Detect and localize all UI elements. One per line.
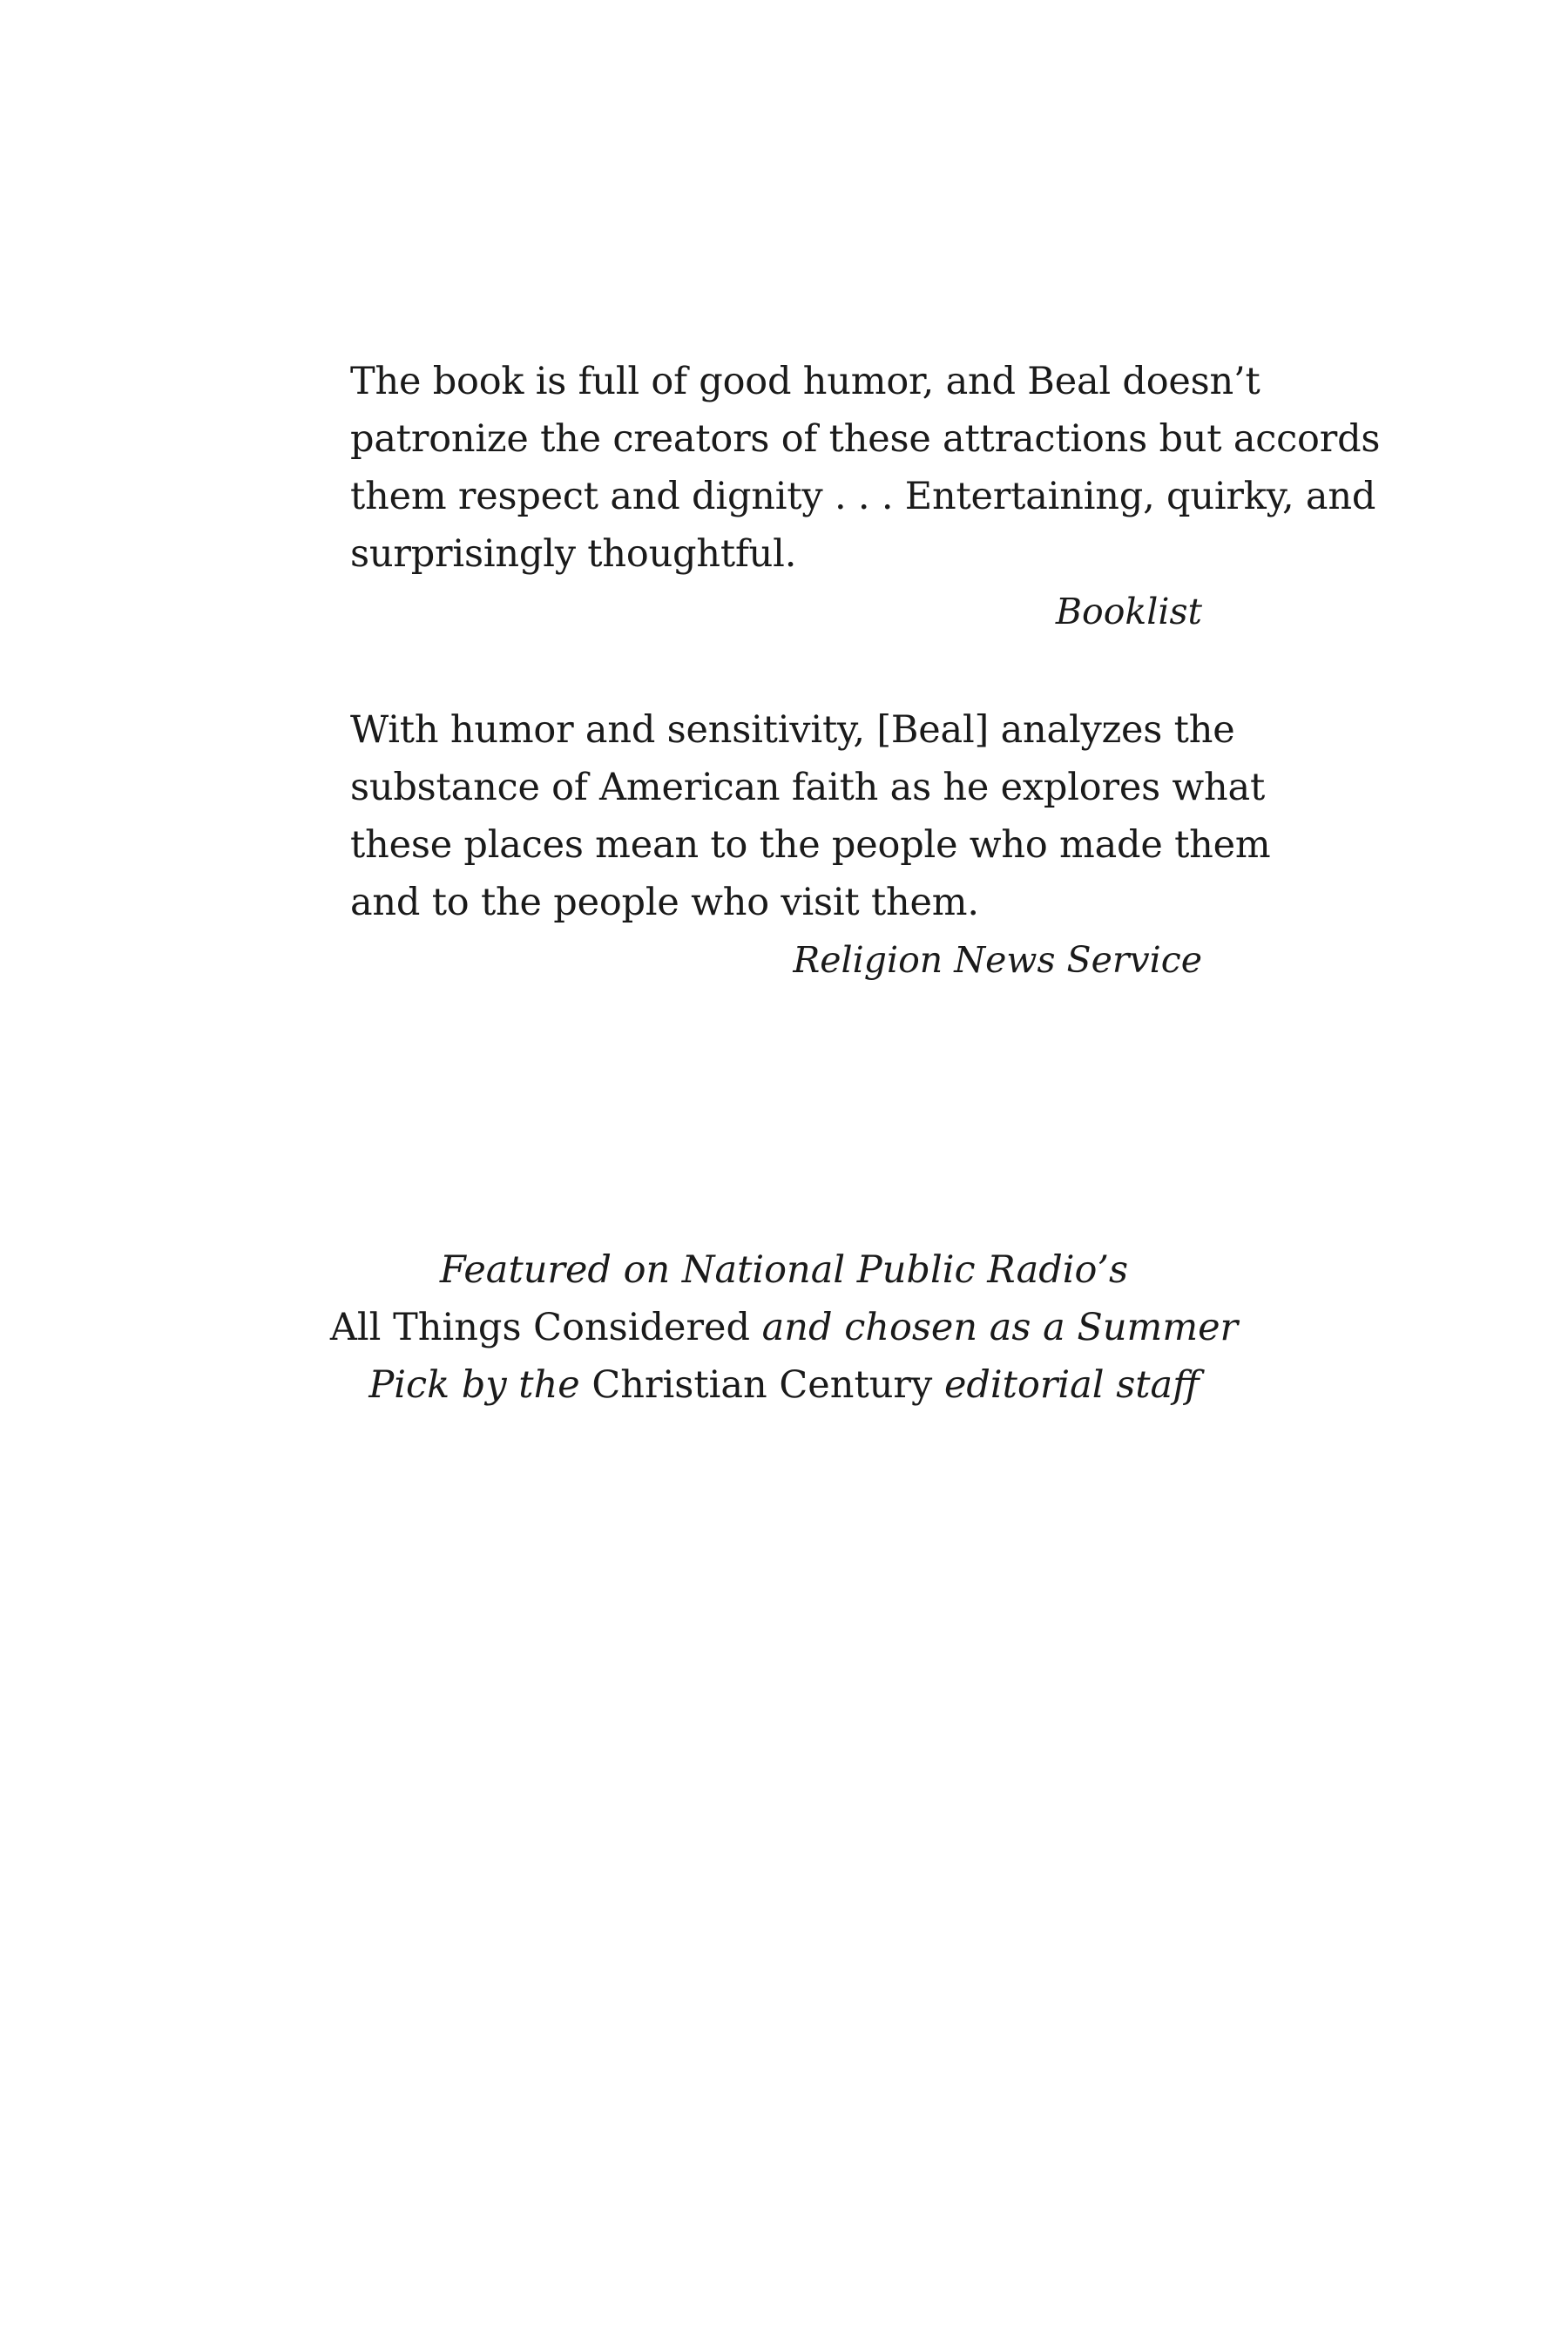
quote-line: them respect and dignity . . . Entertaining, quirky, and bbox=[350, 475, 1376, 518]
feature-line-3 bbox=[261, 1356, 1307, 1414]
feature-text: Pick by the bbox=[368, 1363, 592, 1407]
quote-line: With humor and sensitivity, [Beal] analyzes the bbox=[350, 708, 1235, 752]
quote-line: patronize the creators of these attractions but accords bbox=[350, 417, 1381, 461]
feature-text: editorial staff bbox=[932, 1363, 1200, 1407]
feature-text: and chosen as a Summer bbox=[750, 1306, 1239, 1349]
quote-line: The book is full of good humor, and Beal doesn’t bbox=[350, 360, 1260, 403]
program-title: All Things Considered bbox=[329, 1306, 750, 1349]
featured-note bbox=[261, 1241, 1307, 1414]
quote-attribution: Booklist bbox=[1055, 591, 1202, 632]
quote-attribution: Religion News Service bbox=[793, 939, 1202, 981]
quote-line: substance of American faith as he explores what bbox=[350, 766, 1266, 809]
review-quote-booklist bbox=[350, 353, 1381, 640]
feature-line-1: Featured on National Public Radio’s bbox=[439, 1248, 1129, 1292]
quote-line: surprisingly thoughtful. bbox=[350, 532, 797, 576]
quote-line: and to the people who visit them. bbox=[350, 881, 979, 924]
feature-line-2 bbox=[261, 1299, 1307, 1356]
quote-line: these places mean to the people who made them bbox=[350, 823, 1271, 867]
review-quote-religion-news-service bbox=[350, 701, 1271, 989]
publication-title: Christian Century bbox=[591, 1363, 933, 1407]
